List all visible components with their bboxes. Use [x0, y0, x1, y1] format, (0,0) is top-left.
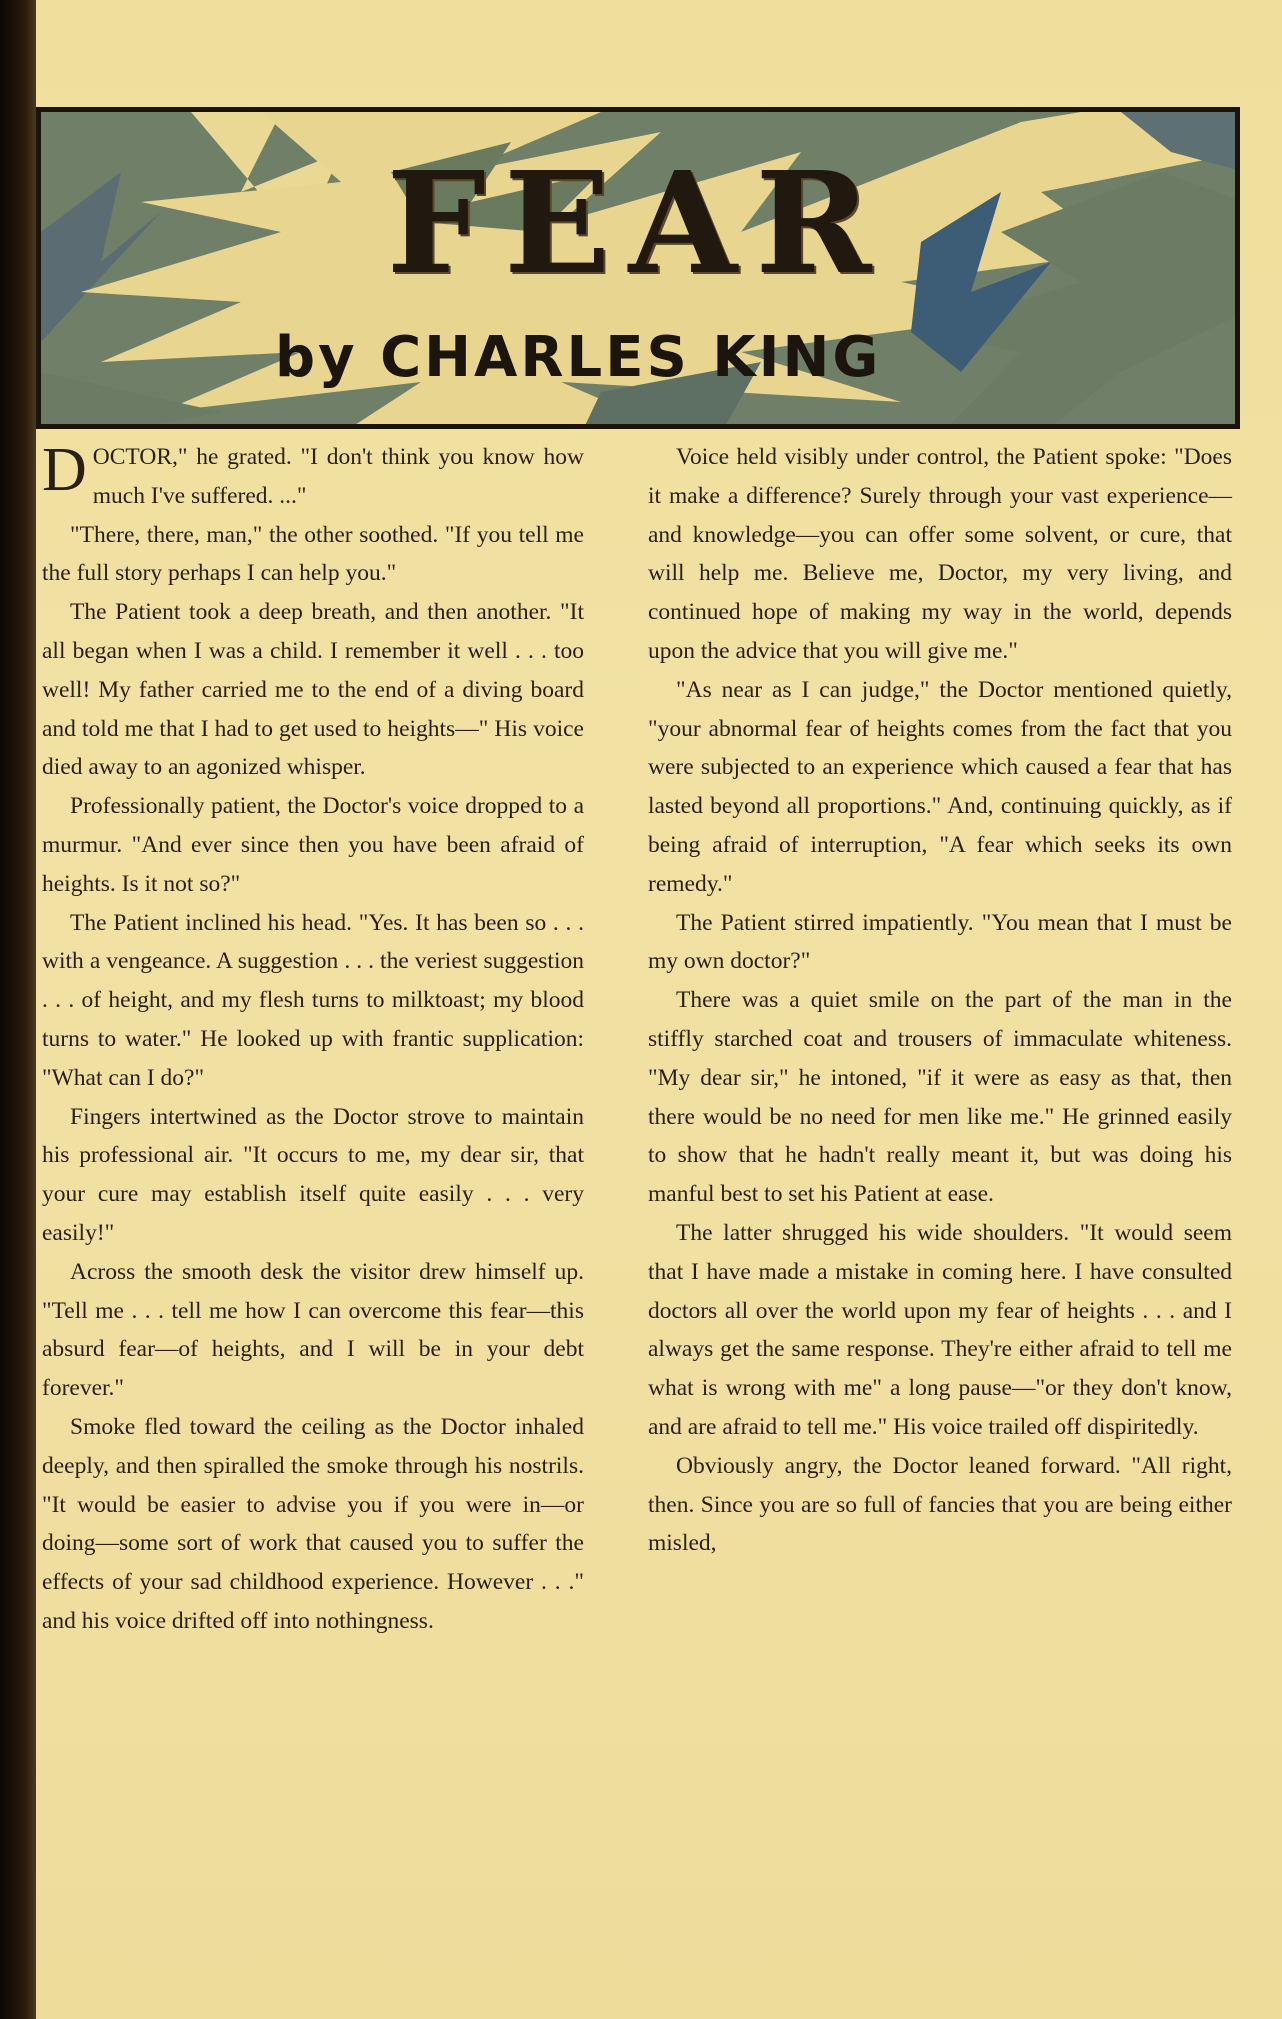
paragraph: There was a quiet smile on the part of the man in the stiffly starched coat and trousers of immaculate whiteness. "My dear sir," he intoned, "if it were as easy as that, then there would be no need for men like me." He grinned easily to show that he hadn't really meant it, but was doing his manful best to set his Patient at ease. [648, 987, 1232, 1208]
paragraph: Obviously angry, the Doctor leaned forward. "All right, then. Since you are so full of fancies that you are being either misled, [648, 1452, 1232, 1557]
paragraph: Fingers intertwined as the Doctor strove to maintain his professional air. "It occurs to me, my dear sir, that your cure may establish itself quite easily . . . very easily!" [42, 1103, 584, 1246]
paragraph: The Patient inclined his head. "Yes. It has been so . . . with a vengeance. A suggestion . . . the veriest suggestion . . . of height, and my flesh turns to milktoast; my blood turns to water." He looked up with frantic supplication: "What can I do?" [42, 909, 584, 1091]
paragraph: Voice held visibly under control, the Patient spoke: "Does it make a difference? Surely through your vast experience—and knowledge—you can offer some solvent, or cure, that will help me. Believe me, Doctor, my very living, and continued hope of making my way in the world, depends upon the advice that you will give me." [648, 444, 1232, 664]
story-byline: by CHARLES KING [275, 325, 882, 390]
paragraph: Across the smooth desk the visitor drew himself up. "Tell me . . . tell me how I can overcome this fear—this absurd fear—of heights, and I will be in your debt forever." [42, 1258, 584, 1402]
paragraph: The latter shrugged his wide shoulders. "It would seem that I have made a mistake in coming here. I have consulted doctors all over the world upon my fear of heights . . . and I always get the same response. They're either afraid to tell me what is wrong with me" a long pause—"or they don't know, and are afraid to tell me." His voice trailed off dispiritedly. [648, 1219, 1232, 1440]
left-column [42, 438, 584, 1641]
pen-scribble-mark [500, 1760, 540, 1800]
paragraph [42, 438, 584, 516]
paragraph-text: OCTOR," he grated. "I don't think you know how much I've suffered. ..." [92, 444, 584, 509]
paragraph: Smoke fled toward the ceiling as the Doctor inhaled deeply, and then spiralled the smoke through his nostrils. "It would be easier to advise you if you were in—or doing—some sort of work that caused you to suffer the effects of your sad childhood experience. However . . ." and his voice drifted off into nothingness. [42, 1413, 584, 1634]
paragraph: "As near as I can judge," the Doctor mentioned quietly, "your abnormal fear of heights comes from the fact that you were subjected to an experience which caused a fear that has lasted beyond all proportions." And, continuing quickly, as if being afraid of interruption, "A fear which seeks its own remedy." [648, 676, 1232, 897]
paragraph: Professionally patient, the Doctor's voice dropped to a murmur. "And ever since then you have been afraid of heights. Is it not so?" [42, 793, 584, 897]
drop-cap: D [42, 436, 87, 504]
paragraph: "There, there, man," the other soothed. "If you tell me the full story perhaps I can help you." [42, 521, 584, 587]
paragraph: The Patient stirred impatiently. "You mean that I must be my own doctor?" [648, 909, 1232, 975]
story-title: FEAR [386, 142, 890, 306]
book-spine-shadow [0, 0, 36, 2019]
title-banner [36, 107, 1240, 429]
right-column [648, 438, 1232, 1563]
paragraph: The Patient took a deep breath, and then another. "It all began when I was a child. I remember it well . . . too well! My father carried me to the end of a diving board and told me that I had to get used to heights—" His voice died away to an agonized whisper. [42, 599, 584, 781]
